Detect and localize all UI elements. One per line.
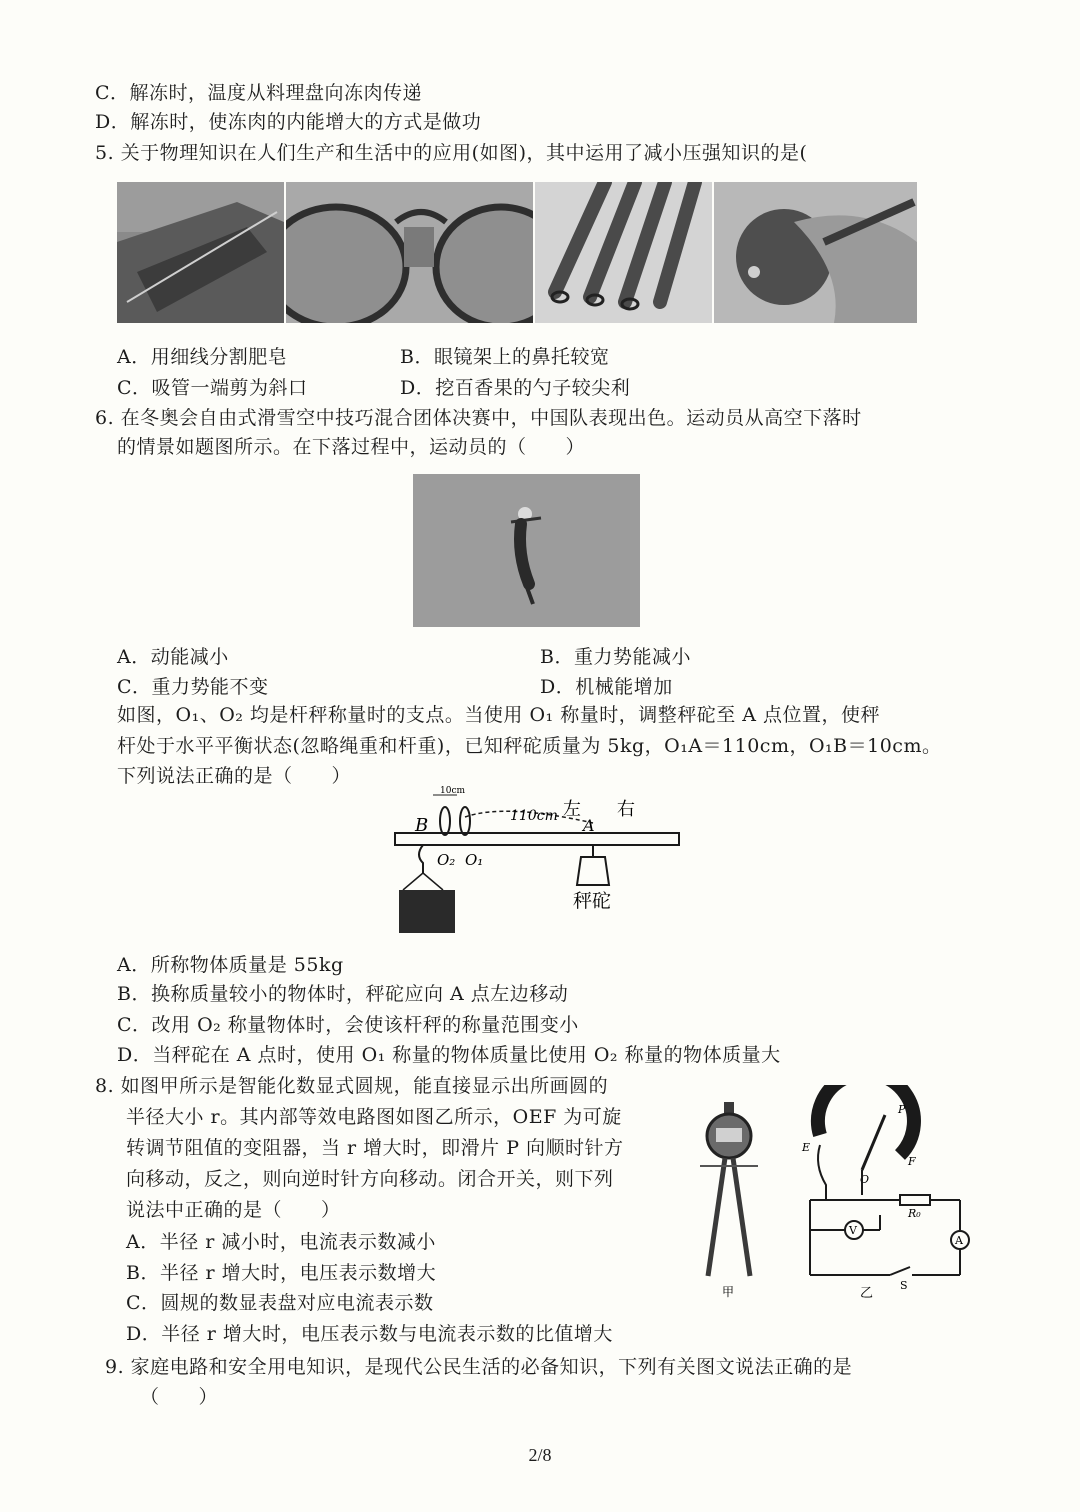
- q6-option-b: B．重力势能减小: [540, 646, 691, 668]
- q8-option-a: A．半径 r 减小时，电流表示数减小: [126, 1231, 436, 1253]
- q5-option-c: C．吸管一端剪为斜口: [117, 377, 308, 399]
- soap-photo: [117, 182, 284, 323]
- q5-option-d: D．挖百香果的勺子较尖利: [400, 377, 631, 399]
- q4-option-c: C．解冻时，温度从料理盘向冻肉传递: [95, 82, 423, 104]
- q7-stem-line1: 如图，O₁、O₂ 均是杆秤称量时的支点。当使用 O₁ 称量时，调整秤砣至 A 点位置，使秤: [117, 704, 881, 726]
- q8-stem-line4: 向移动，反之，则向逆时针方向移动。闭合开关，则下列: [126, 1168, 614, 1190]
- label-ammeter: A: [955, 1234, 963, 1247]
- q8-stem-line5: 说法中正确的是（ ）: [126, 1199, 341, 1221]
- weighed-object: [399, 890, 455, 933]
- label-e: E: [802, 1141, 811, 1154]
- page-number: 2/8: [528, 1445, 552, 1465]
- q5-stem: 5. 关于物理知识在人们生产和生活中的应用(如图)，其中运用了减小压强知识的是(: [95, 142, 808, 164]
- rheostat-arc: [818, 1085, 914, 1155]
- q4-option-d: D．解冻时，使冻肉的内能增大的方式是做功: [95, 111, 482, 133]
- q6-option-c: C．重力势能不变: [117, 676, 269, 698]
- label-o: O: [860, 1173, 870, 1186]
- q7-stem-line2: 杆处于水平平衡状态(忽略绳重和杆重)，已知秤砣质量为 5kg，O₁A＝110cm，O₁B＝10cm。: [117, 735, 942, 757]
- label-o2: O₂: [437, 851, 456, 869]
- q7-option-c: C．改用 O₂ 称量物体时，会使该杆秤的称量范围变小: [117, 1014, 579, 1036]
- q5-option-a: A．用细线分割肥皂: [117, 346, 288, 368]
- q6-option-d: D．机械能增加: [540, 676, 673, 698]
- q7-option-b: B．换称质量较小的物体时，秤砣应向 A 点左边移动: [117, 983, 569, 1005]
- q7-stem-line3: 下列说法正确的是（ ）: [117, 765, 352, 787]
- steelyard-figure: [385, 785, 685, 935]
- q6-option-a: A．动能减小: [117, 646, 229, 668]
- label-left: 左: [563, 799, 581, 820]
- q9-stem-line1: 9. 家庭电路和安全用电知识，是现代公民生活的必备知识，下列有关图文说法正确的是: [105, 1356, 853, 1378]
- label-a: A: [583, 816, 595, 835]
- q8-option-c: C．圆规的数显表盘对应电流表示数: [126, 1292, 434, 1314]
- q8-option-d: D．半径 r 增大时，电压表示数与电流表示数的比值增大: [126, 1323, 613, 1345]
- steelyard-beam: [395, 833, 679, 845]
- compass-figure: [690, 1098, 770, 1298]
- q5-option-b: B．眼镜架上的鼻托较宽: [400, 346, 610, 368]
- loop-o2: [440, 807, 450, 835]
- q8-stem-line2: 半径大小 r。其内部等效电路图如图乙所示，OEF 为可旋: [126, 1106, 622, 1128]
- dim-large-label: 110cm: [510, 808, 558, 824]
- skier-photo: [413, 474, 640, 627]
- label-o1: O₁: [465, 851, 484, 869]
- q8-stem-line1: 8. 如图甲所示是智能化数显式圆规，能直接显示出所画圆的: [95, 1075, 609, 1097]
- q6-stem-line1: 6. 在冬奥会自由式滑雪空中技巧混合团体决赛中，中国队表现出色。运动员从高空下落时: [95, 407, 862, 429]
- straw-photo: [535, 182, 712, 323]
- glasses-photo: [286, 182, 533, 323]
- q9-stem-line2: （ ）: [140, 1386, 219, 1408]
- q6-stem-line2: 的情景如题图所示。在下落过程中，运动员的（ ）: [117, 436, 586, 458]
- counterweight-label: 秤砣: [573, 890, 612, 912]
- label-yi: 乙: [860, 1286, 874, 1300]
- label-s: S: [900, 1279, 908, 1292]
- label-f: F: [908, 1155, 916, 1168]
- label-b: B: [415, 815, 429, 836]
- label-r0: R₀: [908, 1207, 921, 1220]
- circuit-figure: [800, 1085, 985, 1300]
- loop-o1: [460, 807, 470, 835]
- q8-option-b: B．半径 r 增大时，电压表示数增大: [126, 1262, 437, 1284]
- label-p: P: [898, 1103, 906, 1116]
- q7-option-a: A．所称物体质量是 55kg: [117, 954, 344, 976]
- label-jia: 甲: [722, 1285, 735, 1298]
- q8-stem-line3: 转调节阻值的变阻器，当 r 增大时，即滑片 P 向顺时针方: [126, 1137, 624, 1159]
- label-right: 右: [617, 799, 635, 820]
- resistor-r0: [900, 1195, 930, 1205]
- dim-small-label: 10cm: [440, 786, 466, 796]
- label-voltmeter: V: [849, 1224, 857, 1237]
- spoon-photo: [714, 182, 917, 323]
- counterweight: [577, 857, 609, 885]
- q7-option-d: D．当秤砣在 A 点时，使用 O₁ 称量的物体质量比使用 O₂ 称量的物体质量大: [117, 1044, 781, 1066]
- switch-s: [890, 1267, 910, 1275]
